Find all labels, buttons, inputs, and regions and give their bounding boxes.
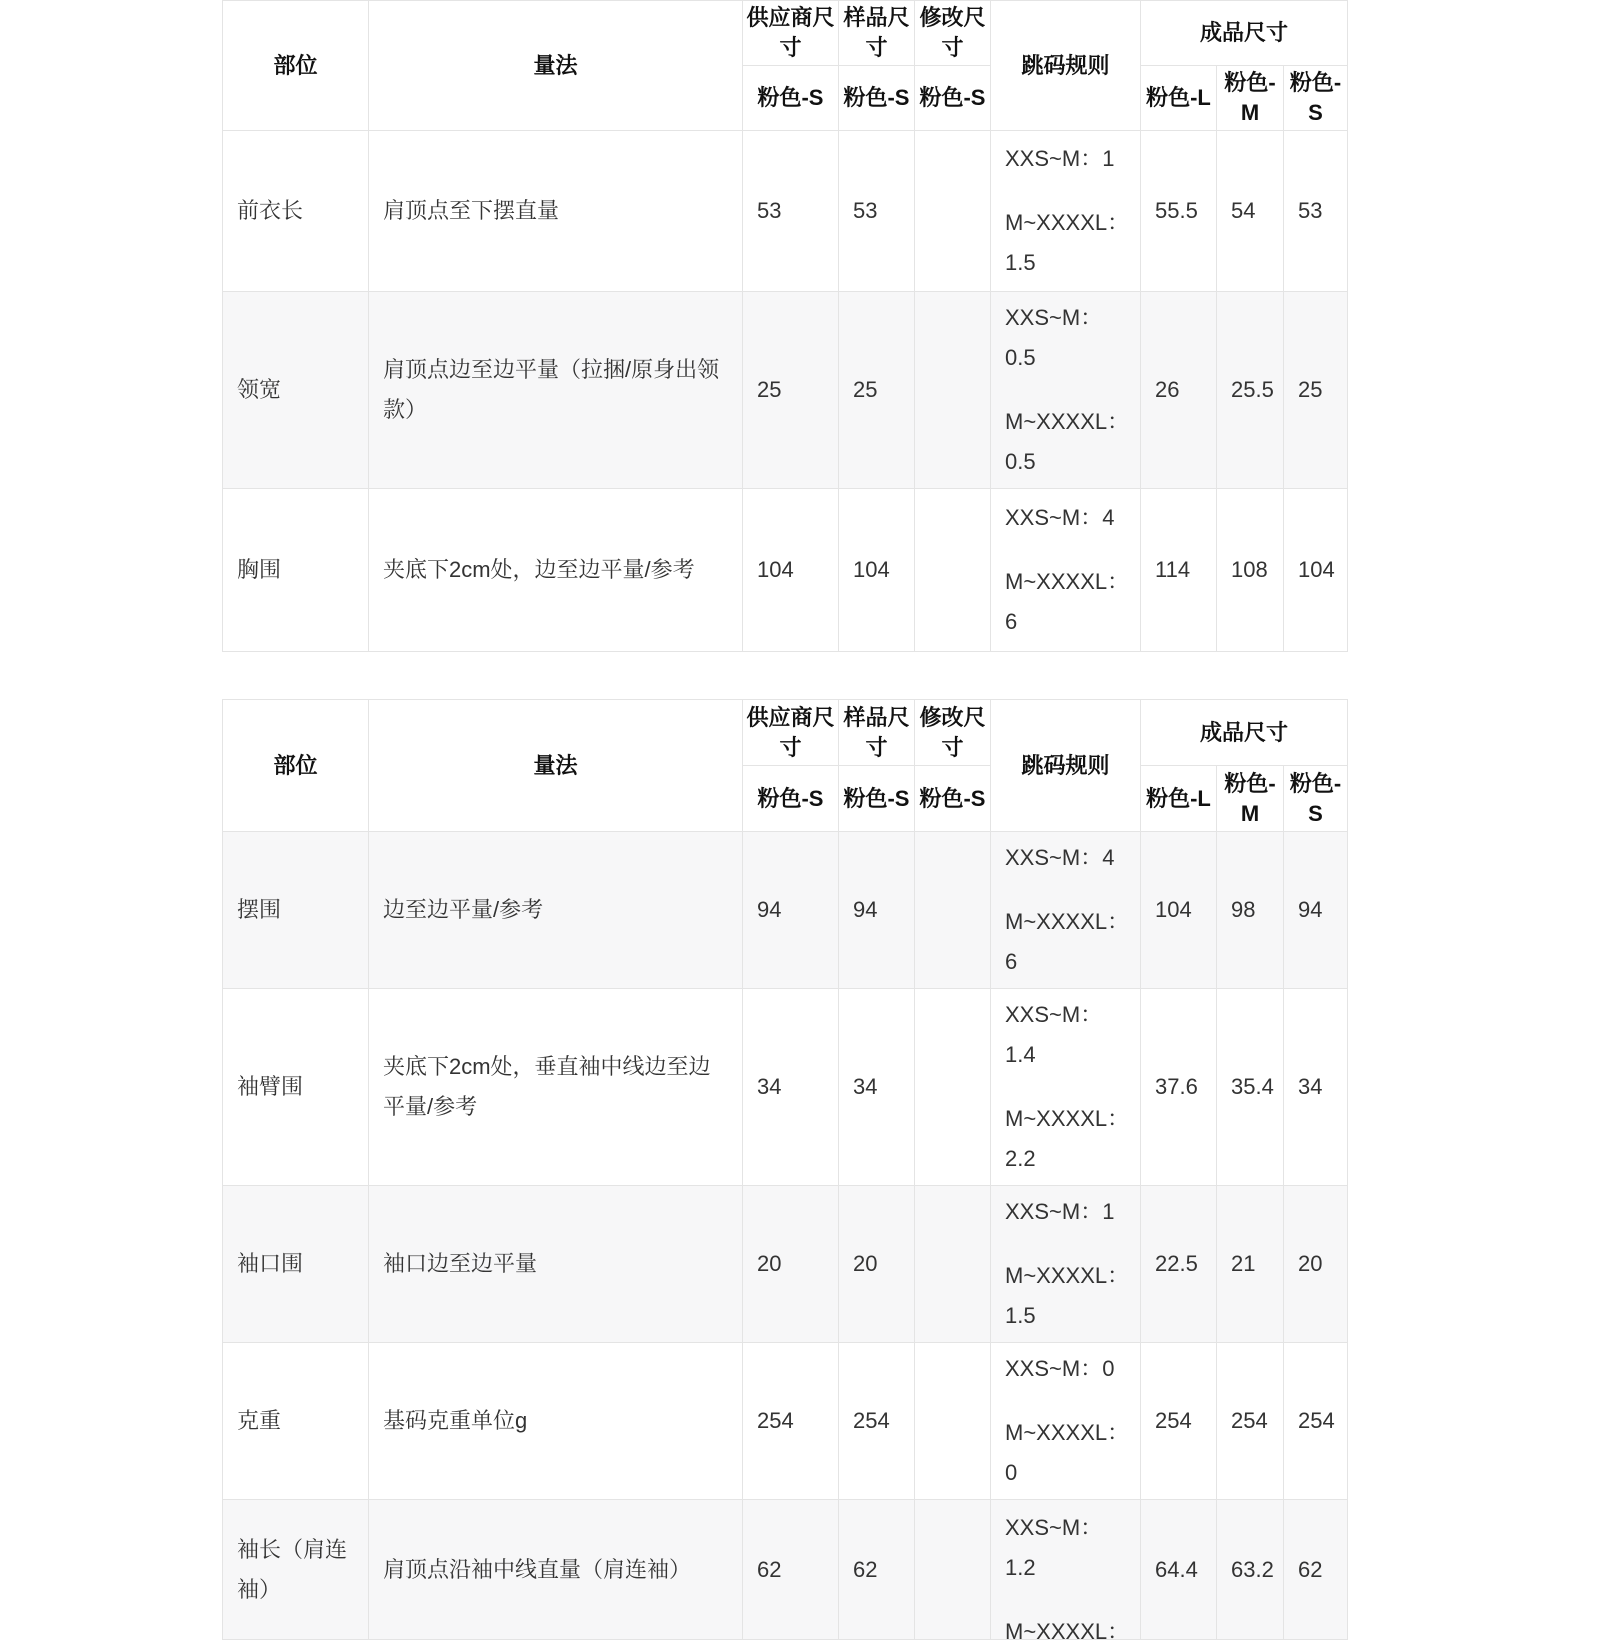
subheader-supplier-color-size: 粉色-S xyxy=(743,766,839,832)
cell-part: 领宽 xyxy=(223,292,369,489)
jump-rule-line: M~XXXXL：0 xyxy=(1005,1420,1130,1485)
cell-modify-size xyxy=(915,489,991,652)
cell-sample-size: 254 xyxy=(839,1343,915,1500)
jump-rule-line: XXS~M：0.5 xyxy=(1005,305,1103,370)
header-part: 部位 xyxy=(223,1,369,131)
cell-finished-pink-l: 114 xyxy=(1141,489,1217,652)
cell-finished-pink-s: 62 xyxy=(1284,1500,1348,1640)
cell-sample-size: 53 xyxy=(839,131,915,292)
cell-measure: 袖口边至边平量 xyxy=(369,1186,743,1343)
jump-rule-line: M~XXXXL：1.5 xyxy=(1005,210,1130,275)
header-modify-size: 修改尺寸 xyxy=(915,1,991,66)
subheader-sample-color-size: 粉色-S xyxy=(839,66,915,131)
header-part: 部位 xyxy=(223,700,369,832)
jump-rule-lines xyxy=(1005,1508,1130,1644)
cell-sample-size: 20 xyxy=(839,1186,915,1343)
jump-rule-line: XXS~M：1.2 xyxy=(1005,1515,1103,1580)
cell-finished-pink-m: 25.5 xyxy=(1217,292,1284,489)
header-supplier-size: 供应商尺寸 xyxy=(743,700,839,766)
cell-finished-pink-m: 254 xyxy=(1217,1343,1284,1500)
table-body xyxy=(223,832,1348,1644)
header-jump-rule: 跳码规则 xyxy=(991,700,1141,832)
cell-finished-pink-l: 26 xyxy=(1141,292,1217,489)
table-row xyxy=(223,1186,1348,1343)
cell-modify-size xyxy=(915,989,991,1186)
cell-part: 袖长（肩连袖） xyxy=(223,1500,369,1640)
cell-jump-rule xyxy=(991,131,1141,292)
jump-rule-lines xyxy=(1005,1192,1130,1336)
subheader-sample-color-size: 粉色-S xyxy=(839,766,915,832)
cell-finished-pink-m: 21 xyxy=(1217,1186,1284,1343)
table-row xyxy=(223,989,1348,1186)
header-sample-size: 样品尺寸 xyxy=(839,1,915,66)
cell-modify-size xyxy=(915,1343,991,1500)
cell-finished-pink-l: 254 xyxy=(1141,1343,1217,1500)
table-row xyxy=(223,292,1348,489)
cell-supplier-size: 34 xyxy=(743,989,839,1186)
cell-jump-rule xyxy=(991,1343,1141,1500)
cell-finished-pink-l: 22.5 xyxy=(1141,1186,1217,1343)
cell-jump-rule xyxy=(991,989,1141,1186)
cell-part: 摆围 xyxy=(223,832,369,989)
cell-supplier-size: 53 xyxy=(743,131,839,292)
subheader-finished-pink-s: 粉色-S xyxy=(1284,66,1348,131)
table-header xyxy=(223,1,1348,131)
jump-rule-lines xyxy=(1005,139,1130,283)
cell-sample-size: 104 xyxy=(839,489,915,652)
cell-finished-pink-s: 20 xyxy=(1284,1186,1348,1343)
jump-rule-line: M~XXXXL：1.5 xyxy=(1005,1263,1130,1328)
jump-rule-line: XXS~M：1.4 xyxy=(1005,1002,1103,1067)
cell-measure: 边至边平量/参考 xyxy=(369,832,743,989)
jump-rule-lines xyxy=(1005,498,1130,642)
jump-rule-line: M~XXXXL：6 xyxy=(1005,569,1130,634)
table-header xyxy=(223,700,1348,832)
subheader-supplier-color-size: 粉色-S xyxy=(743,66,839,131)
cell-supplier-size: 62 xyxy=(743,1500,839,1640)
subheader-finished-pink-s: 粉色-S xyxy=(1284,766,1348,832)
cell-measure: 肩顶点沿袖中线直量（肩连袖） xyxy=(369,1500,743,1640)
subheader-finished-pink-m: 粉色-M xyxy=(1217,66,1284,131)
jump-rule-lines xyxy=(1005,298,1130,482)
cell-jump-rule xyxy=(991,489,1141,652)
cell-finished-pink-m: 54 xyxy=(1217,131,1284,292)
cell-supplier-size: 25 xyxy=(743,292,839,489)
cell-finished-pink-l: 64.4 xyxy=(1141,1500,1217,1640)
cell-finished-pink-s: 254 xyxy=(1284,1343,1348,1500)
cell-finished-pink-m: 63.2 xyxy=(1217,1500,1284,1640)
cell-finished-pink-m: 108 xyxy=(1217,489,1284,652)
jump-rule-line: XXS~M：1 xyxy=(1005,146,1115,171)
header-supplier-size: 供应商尺寸 xyxy=(743,1,839,66)
subheader-finished-pink-l: 粉色-L xyxy=(1141,66,1217,131)
cell-part: 克重 xyxy=(223,1343,369,1500)
cell-measure: 肩顶点至下摆直量 xyxy=(369,131,743,292)
cell-part: 袖臂围 xyxy=(223,989,369,1186)
table-body xyxy=(223,131,1348,652)
cell-supplier-size: 20 xyxy=(743,1186,839,1343)
cell-jump-rule xyxy=(991,1500,1141,1644)
header-jump-rule: 跳码规则 xyxy=(991,1,1141,131)
header-modify-size: 修改尺寸 xyxy=(915,700,991,766)
subheader-modify-color-size: 粉色-S xyxy=(915,66,991,131)
cell-sample-size: 25 xyxy=(839,292,915,489)
header-sample-size: 样品尺寸 xyxy=(839,700,915,766)
table-row xyxy=(223,1343,1348,1500)
cell-finished-pink-s: 94 xyxy=(1284,832,1348,989)
jump-rule-line: XXS~M：0 xyxy=(1005,1356,1115,1381)
subheader-modify-color-size: 粉色-S xyxy=(915,766,991,832)
size-spec-table-1 xyxy=(222,0,1348,652)
subheader-finished-pink-m: 粉色-M xyxy=(1217,766,1284,832)
jump-rule-lines xyxy=(1005,838,1130,982)
jump-rule-lines xyxy=(1005,995,1130,1179)
cell-modify-size xyxy=(915,1500,991,1640)
cell-finished-pink-m: 98 xyxy=(1217,832,1284,989)
cell-supplier-size: 94 xyxy=(743,832,839,989)
cell-sample-size: 34 xyxy=(839,989,915,1186)
cell-jump-rule xyxy=(991,1186,1141,1343)
cell-modify-size xyxy=(915,292,991,489)
cell-part: 前衣长 xyxy=(223,131,369,292)
cell-finished-pink-l: 37.6 xyxy=(1141,989,1217,1186)
cell-jump-rule xyxy=(991,292,1141,489)
cell-modify-size xyxy=(915,1186,991,1343)
size-spec-table-2 xyxy=(222,699,1348,1644)
cell-supplier-size: 254 xyxy=(743,1343,839,1500)
cell-finished-pink-s: 34 xyxy=(1284,989,1348,1186)
header-finished-size: 成品尺寸 xyxy=(1141,700,1348,766)
cell-finished-pink-s: 53 xyxy=(1284,131,1348,292)
cell-finished-pink-s: 104 xyxy=(1284,489,1348,652)
cell-modify-size xyxy=(915,832,991,989)
jump-rule-line: XXS~M：1 xyxy=(1005,1199,1115,1224)
cell-measure: 夹底下2cm处，垂直袖中线边至边平量/参考 xyxy=(369,989,743,1186)
cell-sample-size: 94 xyxy=(839,832,915,989)
table-row xyxy=(223,131,1348,292)
subheader-finished-pink-l: 粉色-L xyxy=(1141,766,1217,832)
cell-finished-pink-s: 25 xyxy=(1284,292,1348,489)
jump-rule-line: XXS~M：4 xyxy=(1005,845,1115,870)
table-row xyxy=(223,1500,1348,1640)
cell-measure: 肩顶点边至边平量（拉捆/原身出领款） xyxy=(369,292,743,489)
table-row xyxy=(223,489,1348,652)
header-measure: 量法 xyxy=(369,700,743,832)
cell-sample-size: 62 xyxy=(839,1500,915,1640)
header-finished-size: 成品尺寸 xyxy=(1141,1,1348,66)
jump-rule-line: M~XXXXL：2.2 xyxy=(1005,1106,1130,1171)
cell-supplier-size: 104 xyxy=(743,489,839,652)
jump-rule-line: M~XXXXL：6 xyxy=(1005,909,1130,974)
table-row xyxy=(223,832,1348,989)
jump-rule-line: M~XXXXL：0.5 xyxy=(1005,409,1130,474)
jump-rule-line: M~XXXXL： xyxy=(1005,1619,1130,1644)
cell-part: 袖口围 xyxy=(223,1186,369,1343)
jump-rule-lines xyxy=(1005,1349,1130,1493)
cell-finished-pink-m: 35.4 xyxy=(1217,989,1284,1186)
cell-measure: 夹底下2cm处，边至边平量/参考 xyxy=(369,489,743,652)
cell-part: 胸围 xyxy=(223,489,369,652)
cell-finished-pink-l: 104 xyxy=(1141,832,1217,989)
cell-jump-rule xyxy=(991,832,1141,989)
cell-measure: 基码克重单位g xyxy=(369,1343,743,1500)
jump-rule-line: XXS~M：4 xyxy=(1005,505,1115,530)
size-spec-tables xyxy=(222,0,1347,1644)
cell-modify-size xyxy=(915,131,991,292)
cell-finished-pink-l: 55.5 xyxy=(1141,131,1217,292)
header-measure: 量法 xyxy=(369,1,743,131)
